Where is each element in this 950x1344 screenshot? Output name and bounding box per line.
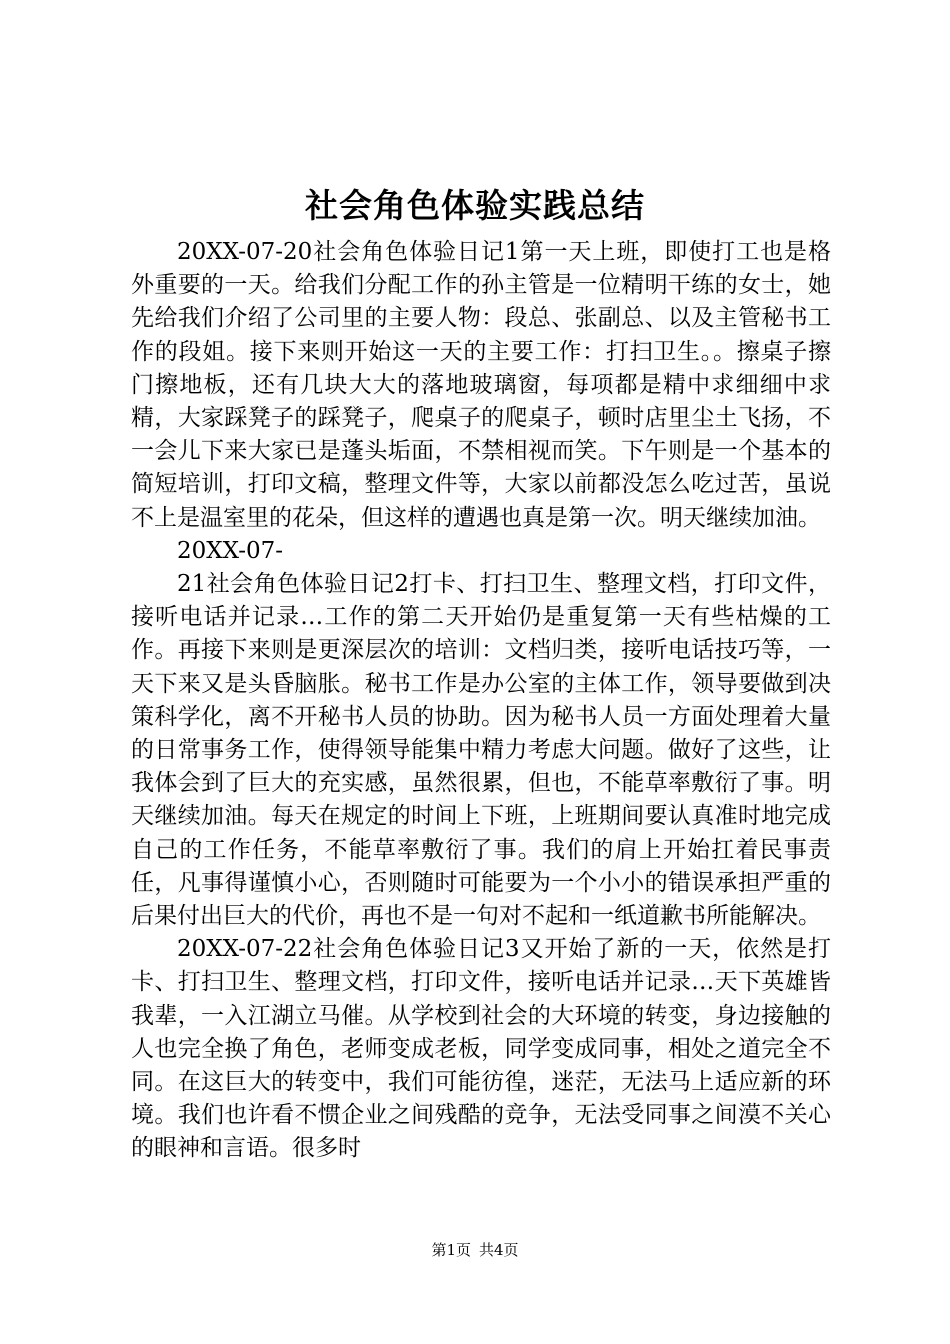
paragraph-diary-1: 20XX-07-20社会角色体验日记1第一天上班，即使打工也是格外重要的一天。给我们分配工作的孙主管是一位精明干练的女士，她先给我们介绍了公司里的主要人物：段总、张副总、以及主管秘书工作的段姐。接下来则开始这一天的主要工作：打扫卫生。。擦桌子擦门擦地板，还有几块大大的落地玻璃窗，每项都是精中求细细中求精，大家踩凳子的踩凳子，爬桌子的爬桌子，顿时店里尘土飞扬，不一会儿下来大家已是蓬头垢面，不禁相视而笑。下午则是一个基本的简短培训，打印文稿，整理文件等，大家以前都没怎么吃过苦，虽说不上是温室里的花朵，但这样的遭遇也真是第一次。明天继续加油。 — [131, 239, 831, 531]
page-number: 第1页 — [431, 1241, 471, 1259]
document-body — [131, 236, 831, 1166]
paragraph-date-fragment: 20XX-07- — [177, 537, 284, 564]
page-footer — [0, 1239, 950, 1261]
document-title: 社会角色体验实践总结 — [305, 186, 645, 225]
page-total: 共4页 — [479, 1241, 519, 1259]
paragraph-diary-3: 20XX-07-22社会角色体验日记3又开始了新的一天，依然是打卡、打扫卫生、整理文档，打印文件，接听电话并记录…天下英雄皆我辈，一入江湖立马催。从学校到社会的大环境的转变，身边接触的人也完全换了角色，老师变成老板，同学变成同事，相处之道完全不同。在这巨大的转变中，我们可能彷徨，迷茫，无法马上适应新的环境。我们也许看不惯企业之间残酷的竞争，无法受同事之间漠不关心的眼神和言语。很多时 — [131, 936, 831, 1162]
paragraph-diary-2: 21社会角色体验日记2打卡、打扫卫生、整理文档，打印文件，接听电话并记录…工作的第二天开始仍是重复第一天有些枯燥的工作。再接下来则是更深层次的培训：文档归类，接听电话技巧等，一天下来又是头昏脑胀。秘书工作是办公室的主体工作，领导要做到决策科学化，离不开秘书人员的协助。因为秘书人员一方面处理着大量的日常事务工作，使得领导能集中精力考虑大问题。做好了这些，让我体会到了巨大的充实感，虽然很累，但也，不能草率敷衍了事。明天继续加油。每天在规定的时间上下班，上班期间要认真准时地完成自己的工作任务，不能草率敷衍了事。我们的肩上开始扛着民事责任，凡事得谨慎小心，否则随时可能要为一个小小的错误承担严重的后果付出巨大的代价，再也不是一句对不起和一纸道歉书所能解决。 — [131, 571, 831, 930]
